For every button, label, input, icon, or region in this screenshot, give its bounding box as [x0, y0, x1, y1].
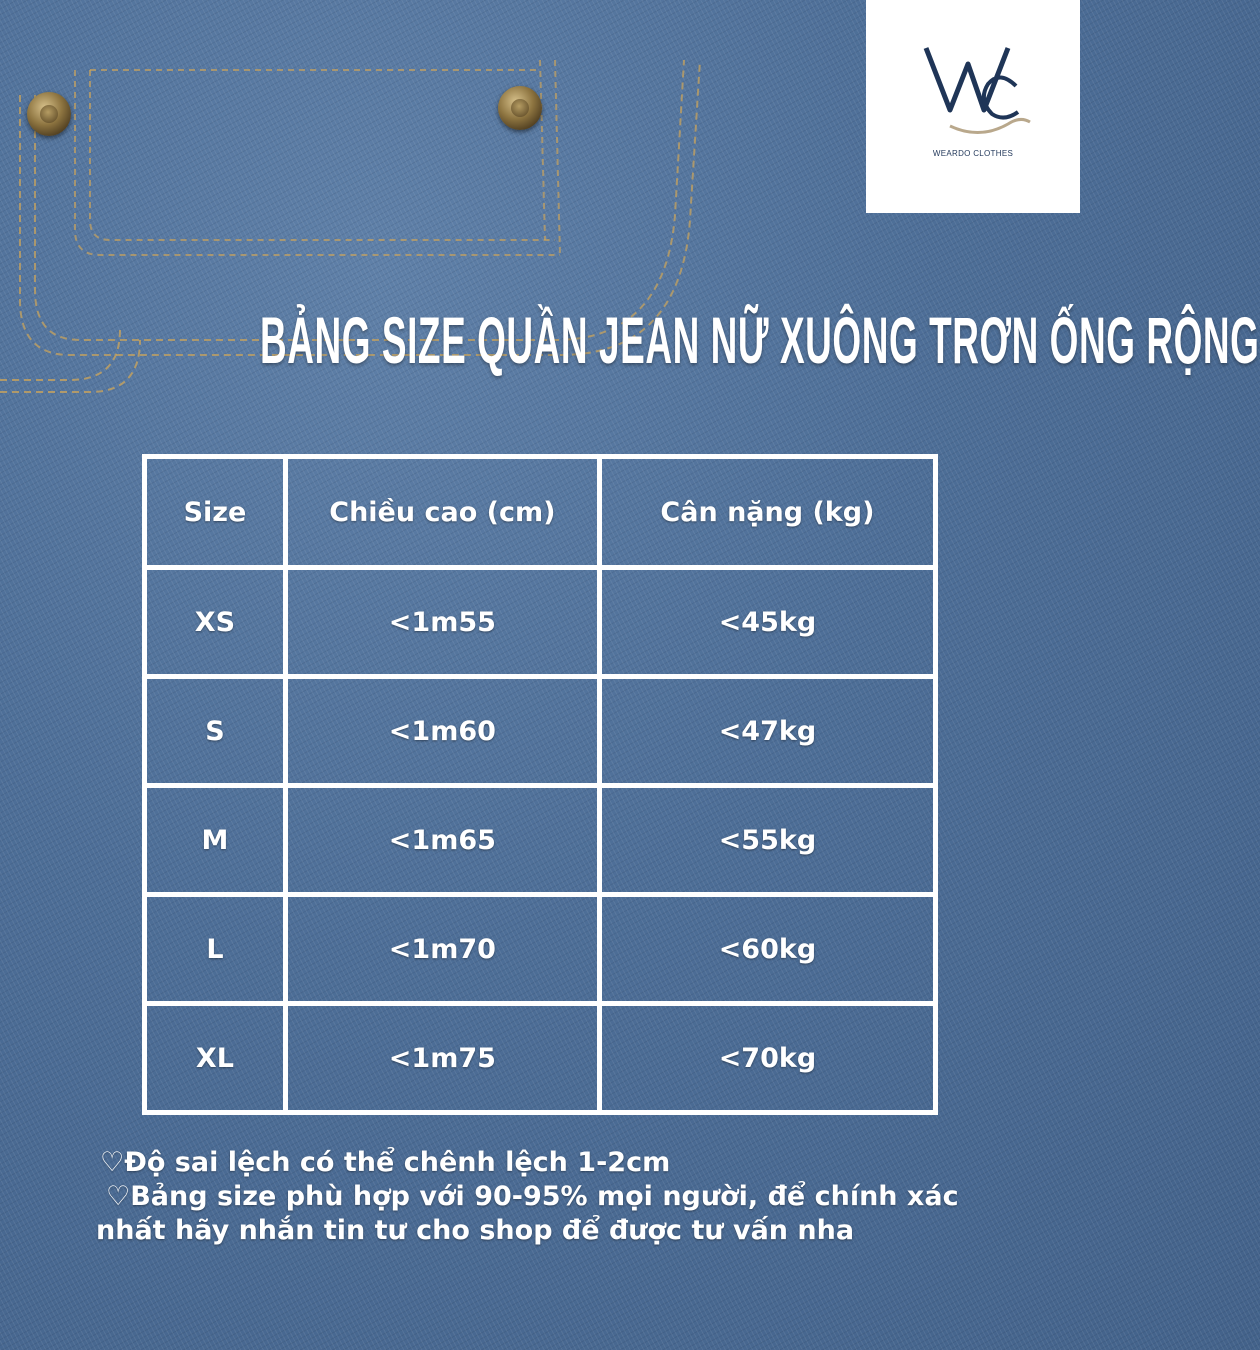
rivet-left	[27, 92, 71, 136]
brand-name: WEARDO CLOTHES	[932, 149, 1014, 158]
weight-cell: <55kg	[599, 786, 935, 895]
size-notes	[96, 1146, 1016, 1248]
size-cell: XS	[145, 568, 286, 677]
weight-cell: <70kg	[599, 1004, 935, 1113]
page-title: BẢNG SIZE QUẦN JEAN NỮ XUÔNG TRƠN ỐNG RỘNG	[260, 303, 1260, 377]
brand-logo	[866, 0, 1080, 213]
rivet-right	[498, 86, 542, 130]
height-cell: <1m70	[285, 895, 599, 1004]
header-weight: Cân nặng (kg)	[599, 457, 935, 568]
note-text-1: Độ sai lệch có thể chênh lệch 1-2cm	[124, 1147, 671, 1178]
table-row	[145, 568, 936, 677]
note-line-2	[96, 1180, 1016, 1214]
note-line-3: nhất hãy nhắn tin tư cho shop để được tư vấn nha	[96, 1215, 855, 1246]
size-cell: L	[145, 895, 286, 1004]
table-row	[145, 677, 936, 786]
heart-icon: ♡	[106, 1181, 131, 1212]
weight-cell: <60kg	[599, 895, 935, 1004]
header-size: Size	[145, 457, 286, 568]
table-row	[145, 786, 936, 895]
weight-cell: <47kg	[599, 677, 935, 786]
note-line-1	[96, 1146, 1016, 1180]
height-cell: <1m55	[285, 568, 599, 677]
size-cell: M	[145, 786, 286, 895]
wc-monogram-icon	[920, 40, 1032, 140]
height-cell: <1m65	[285, 786, 599, 895]
note-text-2: Bảng size phù hợp với 90-95% mọi người, để chính xác	[130, 1181, 959, 1212]
table-header-row	[145, 457, 936, 568]
heart-icon: ♡	[100, 1147, 125, 1178]
table-row	[145, 895, 936, 1004]
size-table	[142, 454, 938, 1115]
header-height: Chiều cao (cm)	[285, 457, 599, 568]
height-cell: <1m60	[285, 677, 599, 786]
size-cell: S	[145, 677, 286, 786]
size-cell: XL	[145, 1004, 286, 1113]
table-row	[145, 1004, 936, 1113]
weight-cell: <45kg	[599, 568, 935, 677]
height-cell: <1m75	[285, 1004, 599, 1113]
